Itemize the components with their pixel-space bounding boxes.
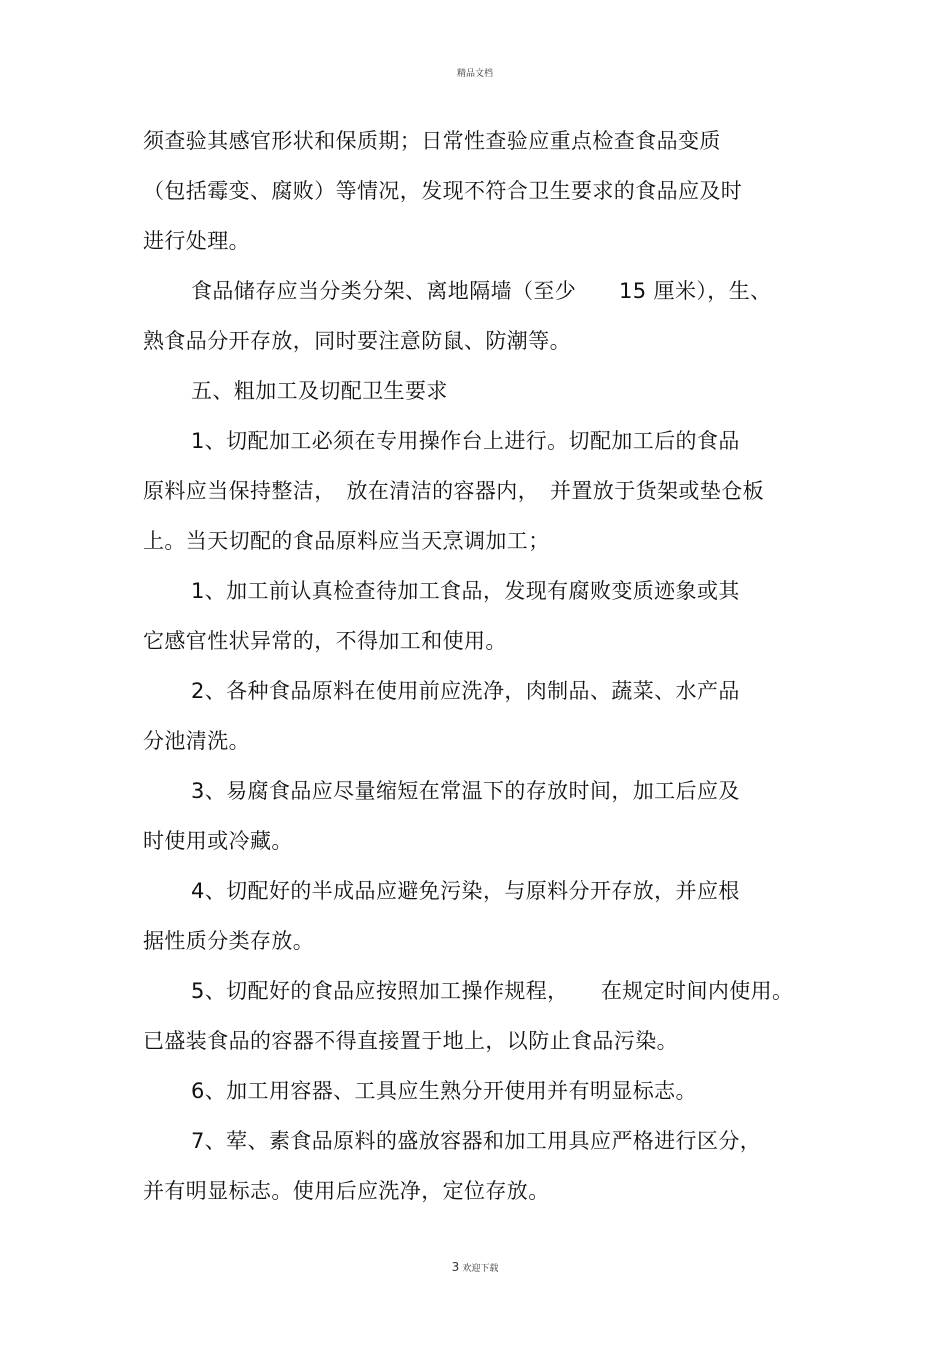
text-line: 1、切配加工必须在专用操作台上进行。切配加工后的食品 — [191, 429, 740, 453]
text-line: 进行处理。 — [143, 229, 250, 253]
text-line: 据性质分类存放。 — [143, 929, 315, 953]
page-footer — [0, 1260, 950, 1274]
text-line: 并有明显标志。使用后应洗净，定位存放。 — [143, 1179, 550, 1203]
text-line: 时使用或冷藏。 — [143, 829, 293, 853]
text-line: 熟食品分开存放，同时要注意防鼠、防潮等。 — [143, 329, 571, 353]
section-heading: 五、粗加工及切配卫生要求 — [191, 379, 448, 403]
page-number: 3 — [451, 1260, 460, 1274]
text-line: 上。当天切配的食品原料应当天烹调加工； — [143, 529, 550, 553]
text-line: 食品储存应当分类分架、离地隔墙（至少 15 厘米），生、 — [191, 279, 772, 303]
text-line: 1、加工前认真检查待加工食品，发现有腐败变质迹象或其 — [191, 579, 740, 603]
page-header: 精品文档 — [456, 69, 493, 79]
text-line: 7、荤、素食品原料的盛放容器和加工用具应严格进行区分， — [191, 1129, 762, 1153]
text-line: 原料应当保持整洁， 放在清洁的容器内， 并置放于货架或垫仓板 — [143, 479, 764, 503]
text-line: 它感官性状异常的，不得加工和使用。 — [143, 629, 507, 653]
text-line: 6、加工用容器、工具应生熟分开使用并有明显标志。 — [191, 1079, 697, 1103]
text-line: 3、易腐食品应尽量缩短在常温下的存放时间，加工后应及 — [191, 779, 740, 803]
text-line: 已盛装食品的容器不得直接置于地上，以防止食品污染。 — [143, 1029, 678, 1053]
footer-text: 欢迎下载 — [462, 1264, 499, 1274]
text-line: 5、切配好的食品应按照加工操作规程， 在规定时间内使用。 — [191, 979, 794, 1003]
text-line: 2、各种食品原料在使用前应洗净，肉制品、蔬菜、水产品 — [191, 679, 740, 703]
text-line: （包括霉变、腐败）等情况，发现不符合卫生要求的食品应及时 — [143, 179, 743, 203]
text-line: 须查验其感官形状和保质期；日常性查验应重点检查食品变质 — [143, 129, 721, 153]
text-line: 4、切配好的半成品应避免污染，与原料分开存放，并应根 — [191, 879, 740, 903]
text-line: 分池清洗。 — [143, 729, 250, 753]
